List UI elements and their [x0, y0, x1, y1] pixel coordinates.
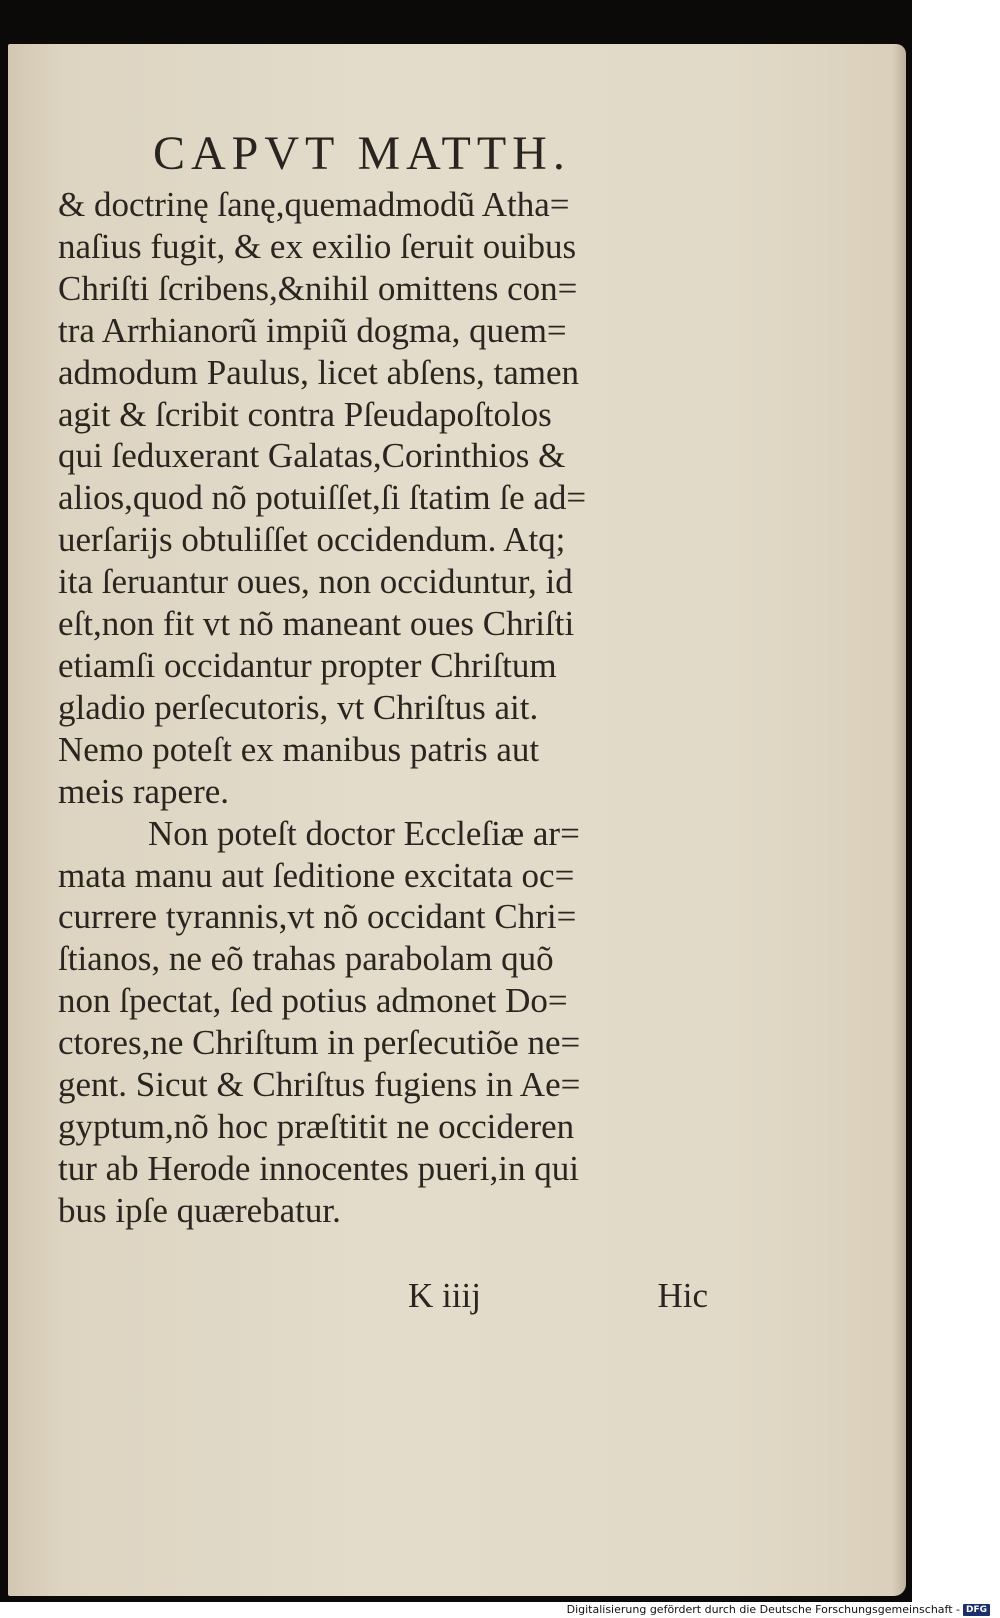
signature-row: [58, 1276, 708, 1318]
book-page: [8, 44, 906, 1596]
text-line: tur ab Herode innocentes pueri,in qui: [58, 1148, 579, 1188]
text-line: agit & ſcribit contra Pſeudapoſtolos: [58, 394, 552, 434]
signature-mark: K iiij: [408, 1276, 481, 1315]
text-line: etiamſi occidantur propter Chriſtum: [58, 645, 557, 685]
digitization-credit: [567, 1603, 990, 1616]
body-text: [58, 184, 708, 1232]
credit-text: Digitalisierung gefördert durch die Deutsche Forschungsgemeinschaft -: [566, 1603, 960, 1616]
text-line: non ſpectat, ſed potius admonet Do=: [58, 981, 568, 1021]
running-head: CAPVT MATTH.: [153, 127, 571, 180]
text-line: Chriſti ſcribens,&nihil omittens con=: [58, 268, 578, 308]
catchword: Hic: [657, 1276, 708, 1315]
dfg-logo: DFG: [963, 1604, 990, 1616]
paragraph-start-line: Non poteſt doctor Eccleſiæ ar=: [148, 813, 580, 853]
text-line: Nemo poteſt ex manibus patris aut: [58, 729, 540, 769]
text-line: meis rapere.: [58, 771, 230, 811]
text-line: ſtianos, ne eõ trahas parabolam quõ: [58, 939, 554, 979]
text-line: alios,quod nõ potuiſſet,ſi ſtatim ſe ad=: [58, 478, 587, 518]
text-line: gyptum,nõ hoc præſtitit ne occideren: [58, 1106, 575, 1146]
text-line: tra Arrhianorũ impiũ dogma, quem=: [58, 310, 567, 350]
text-line: ctores,ne Chriſtum in perſecutiõe ne=: [58, 1023, 581, 1063]
text-line: admodum Paulus, licet abſens, tamen: [58, 352, 580, 392]
text-line: bus ipſe quærebatur.: [58, 1190, 341, 1230]
page-edge-shadow: [892, 44, 906, 1596]
text-line: gent. Sicut & Chriſtus fugiens in Ae=: [58, 1065, 581, 1105]
text-line: uerſarijs obtuliſſet occidendum. Atq;: [58, 520, 566, 560]
text-line: naſius fugit, & ex exilio ſeruit ouibus: [58, 226, 577, 266]
text-line: & doctrinę ſanę,quemadmodũ Atha=: [58, 185, 570, 224]
text-line: qui ſeduxerant Galatas,Corinthios &: [58, 436, 566, 476]
text-line: currere tyrannis,vt nõ occidant Chri=: [58, 897, 577, 937]
text-line: gladio perſecutoris, vt Chriſtus ait.: [58, 687, 539, 727]
text-line: ita ſeruantur oues, non occiduntur, id: [58, 562, 573, 602]
text-line: mata manu aut ſeditione excitata oc=: [58, 855, 575, 895]
text-line: eſt,non fit vt nõ maneant oues Chriſti: [58, 604, 575, 644]
